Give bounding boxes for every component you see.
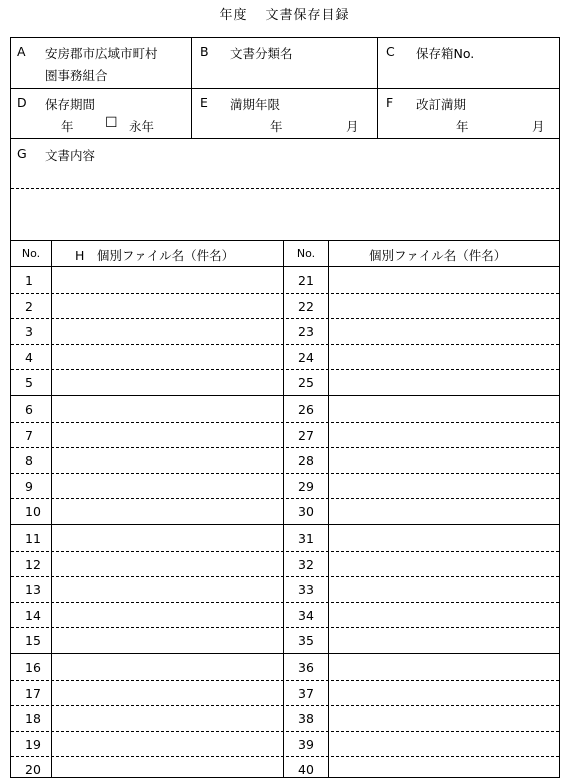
right-row-number: 23 <box>298 324 314 340</box>
document-title <box>0 4 569 23</box>
left-file-name-field[interactable] <box>52 654 283 680</box>
left-row-number: 4 <box>25 349 33 365</box>
right-row-number: 35 <box>298 633 314 649</box>
right-row-number: 24 <box>298 349 314 365</box>
right-row-number: 37 <box>298 685 314 701</box>
field-g-writing-line <box>11 188 559 189</box>
right-file-name-field[interactable] <box>329 525 559 551</box>
field-a-cell[interactable] <box>11 38 191 88</box>
left-row-number: 15 <box>25 633 41 649</box>
field-a-letter: A <box>17 44 26 59</box>
right-row-number: 36 <box>298 660 314 675</box>
left-row-number: 11 <box>25 531 41 546</box>
field-a-line2: 圏事務組合 <box>45 68 108 83</box>
permanent-checkbox[interactable]: ☐ <box>105 115 118 131</box>
right-file-name-field[interactable] <box>329 705 559 731</box>
table-row <box>11 602 559 628</box>
field-d-cell[interactable] <box>11 89 191 138</box>
right-file-name-field[interactable] <box>329 473 559 499</box>
left-row-number: 1 <box>25 273 33 288</box>
field-c-cell[interactable] <box>378 38 559 88</box>
right-file-name-field[interactable] <box>329 318 559 344</box>
left-file-name-field[interactable] <box>52 422 283 448</box>
left-row-number: 6 <box>25 402 33 417</box>
table-row <box>11 525 559 551</box>
table-row <box>11 705 559 731</box>
right-row-number: 30 <box>298 504 314 520</box>
field-e-label: 満期年限 <box>230 97 281 112</box>
table-row <box>11 318 559 344</box>
left-no-header: No. <box>21 247 41 260</box>
table-top-border <box>11 240 559 241</box>
right-row-number: 21 <box>298 273 314 288</box>
left-row-number: 10 <box>25 504 41 520</box>
left-file-name-field[interactable] <box>52 447 283 473</box>
left-file-name-field[interactable] <box>52 576 283 602</box>
right-file-name-field[interactable] <box>329 498 559 524</box>
field-e-month: 月 <box>346 119 359 134</box>
left-row-number: 20 <box>25 762 41 778</box>
left-file-name-field[interactable] <box>52 680 283 706</box>
left-file-name-field[interactable] <box>52 369 283 395</box>
left-file-name-field[interactable] <box>52 602 283 628</box>
right-row-number: 31 <box>298 531 314 546</box>
table-row <box>11 447 559 473</box>
field-b-letter: B <box>200 44 209 59</box>
field-f-month: 月 <box>532 119 545 134</box>
field-g-cell[interactable] <box>11 139 559 240</box>
title-name: 文書保存目録 <box>265 8 350 23</box>
table-row <box>11 551 559 577</box>
left-row-number: 5 <box>25 375 33 391</box>
right-row-number: 38 <box>298 711 314 727</box>
left-file-name-field[interactable] <box>52 525 283 551</box>
right-row-number: 39 <box>298 736 314 752</box>
field-e-year: 年 <box>270 119 283 134</box>
field-d-permanent: 永年 <box>129 119 155 134</box>
left-file-name-field[interactable] <box>52 293 283 319</box>
field-f-cell[interactable] <box>378 89 559 138</box>
table-row <box>11 396 559 422</box>
title-year-label: 年度 <box>219 8 248 23</box>
table-row <box>11 369 559 395</box>
left-row-number: 14 <box>25 607 41 623</box>
left-file-name-field[interactable] <box>52 756 283 782</box>
left-row-number: 17 <box>25 685 41 701</box>
left-row-number: 7 <box>25 427 33 443</box>
left-file-name-field[interactable] <box>52 498 283 524</box>
right-file-name-field[interactable] <box>329 654 559 680</box>
right-file-name-field[interactable] <box>329 602 559 628</box>
right-file-name-field[interactable] <box>329 576 559 602</box>
table-row <box>11 473 559 499</box>
right-row-number: 25 <box>298 375 314 391</box>
right-row-number: 33 <box>298 582 314 598</box>
table-row <box>11 344 559 370</box>
field-e-cell[interactable] <box>192 89 377 138</box>
table-row <box>11 680 559 706</box>
table-row <box>11 267 559 293</box>
table-row <box>11 654 559 680</box>
right-file-name-field[interactable] <box>329 627 559 653</box>
field-f-label: 改訂満期 <box>416 97 467 112</box>
left-file-name-field[interactable] <box>52 551 283 577</box>
right-row-number: 27 <box>298 427 314 443</box>
right-no-header: No. <box>296 247 316 260</box>
right-row-number: 34 <box>298 607 314 623</box>
right-name-header: 個別ファイル名（件名） <box>369 248 507 263</box>
left-name-header: H 個別ファイル名（件名） <box>75 248 235 263</box>
right-file-name-field[interactable] <box>329 680 559 706</box>
right-file-name-field[interactable] <box>329 422 559 448</box>
left-row-number: 18 <box>25 711 41 727</box>
left-file-name-field[interactable] <box>52 267 283 293</box>
left-row-number: 8 <box>25 453 33 469</box>
left-row-number: 2 <box>25 298 33 314</box>
right-file-name-field[interactable] <box>329 731 559 757</box>
left-file-name-field[interactable] <box>52 627 283 653</box>
right-row-number: 28 <box>298 453 314 469</box>
left-row-number: 3 <box>25 324 33 340</box>
right-file-name-field[interactable] <box>329 396 559 422</box>
field-d-year: 年 <box>61 119 74 134</box>
left-file-name-field[interactable] <box>52 473 283 499</box>
right-file-name-field[interactable] <box>329 551 559 577</box>
left-row-number: 12 <box>25 556 41 572</box>
table-row <box>11 422 559 448</box>
table-row <box>11 498 559 524</box>
right-row-number: 26 <box>298 402 314 417</box>
record-sheet <box>10 37 560 778</box>
left-file-name-field[interactable] <box>52 705 283 731</box>
field-a-line1: 安房郡市広域市町村 <box>45 46 158 61</box>
table-row <box>11 756 559 782</box>
left-file-name-field[interactable] <box>52 731 283 757</box>
field-b-label: 文書分類名 <box>230 46 293 61</box>
table-row <box>11 731 559 757</box>
field-g-letter: G <box>17 146 27 161</box>
field-f-year: 年 <box>456 119 469 134</box>
right-row-number: 22 <box>298 298 314 314</box>
left-file-name-field[interactable] <box>52 396 283 422</box>
field-c-letter: C <box>386 44 395 59</box>
field-c-label: 保存箱No. <box>416 46 475 61</box>
field-g-label: 文書内容 <box>45 148 96 163</box>
left-file-name-field[interactable] <box>52 344 283 370</box>
right-row-number: 29 <box>298 478 314 494</box>
left-row-number: 13 <box>25 582 41 598</box>
right-row-number: 40 <box>298 762 314 778</box>
left-row-number: 16 <box>25 660 41 675</box>
table-row <box>11 576 559 602</box>
right-file-name-field[interactable] <box>329 447 559 473</box>
field-e-letter: E <box>200 95 208 110</box>
field-d-label: 保存期間 <box>45 97 96 112</box>
right-file-name-field[interactable] <box>329 369 559 395</box>
right-file-name-field[interactable] <box>329 756 559 782</box>
right-file-name-field[interactable] <box>329 267 559 293</box>
left-row-number: 9 <box>25 478 33 494</box>
field-f-letter: F <box>386 95 394 110</box>
field-d-letter: D <box>17 95 27 110</box>
right-row-number: 32 <box>298 556 314 572</box>
left-file-name-field[interactable] <box>52 318 283 344</box>
right-file-name-field[interactable] <box>329 293 559 319</box>
field-b-cell[interactable] <box>192 38 377 88</box>
table-row <box>11 293 559 319</box>
left-row-number: 19 <box>25 736 41 752</box>
right-file-name-field[interactable] <box>329 344 559 370</box>
table-row <box>11 627 559 653</box>
